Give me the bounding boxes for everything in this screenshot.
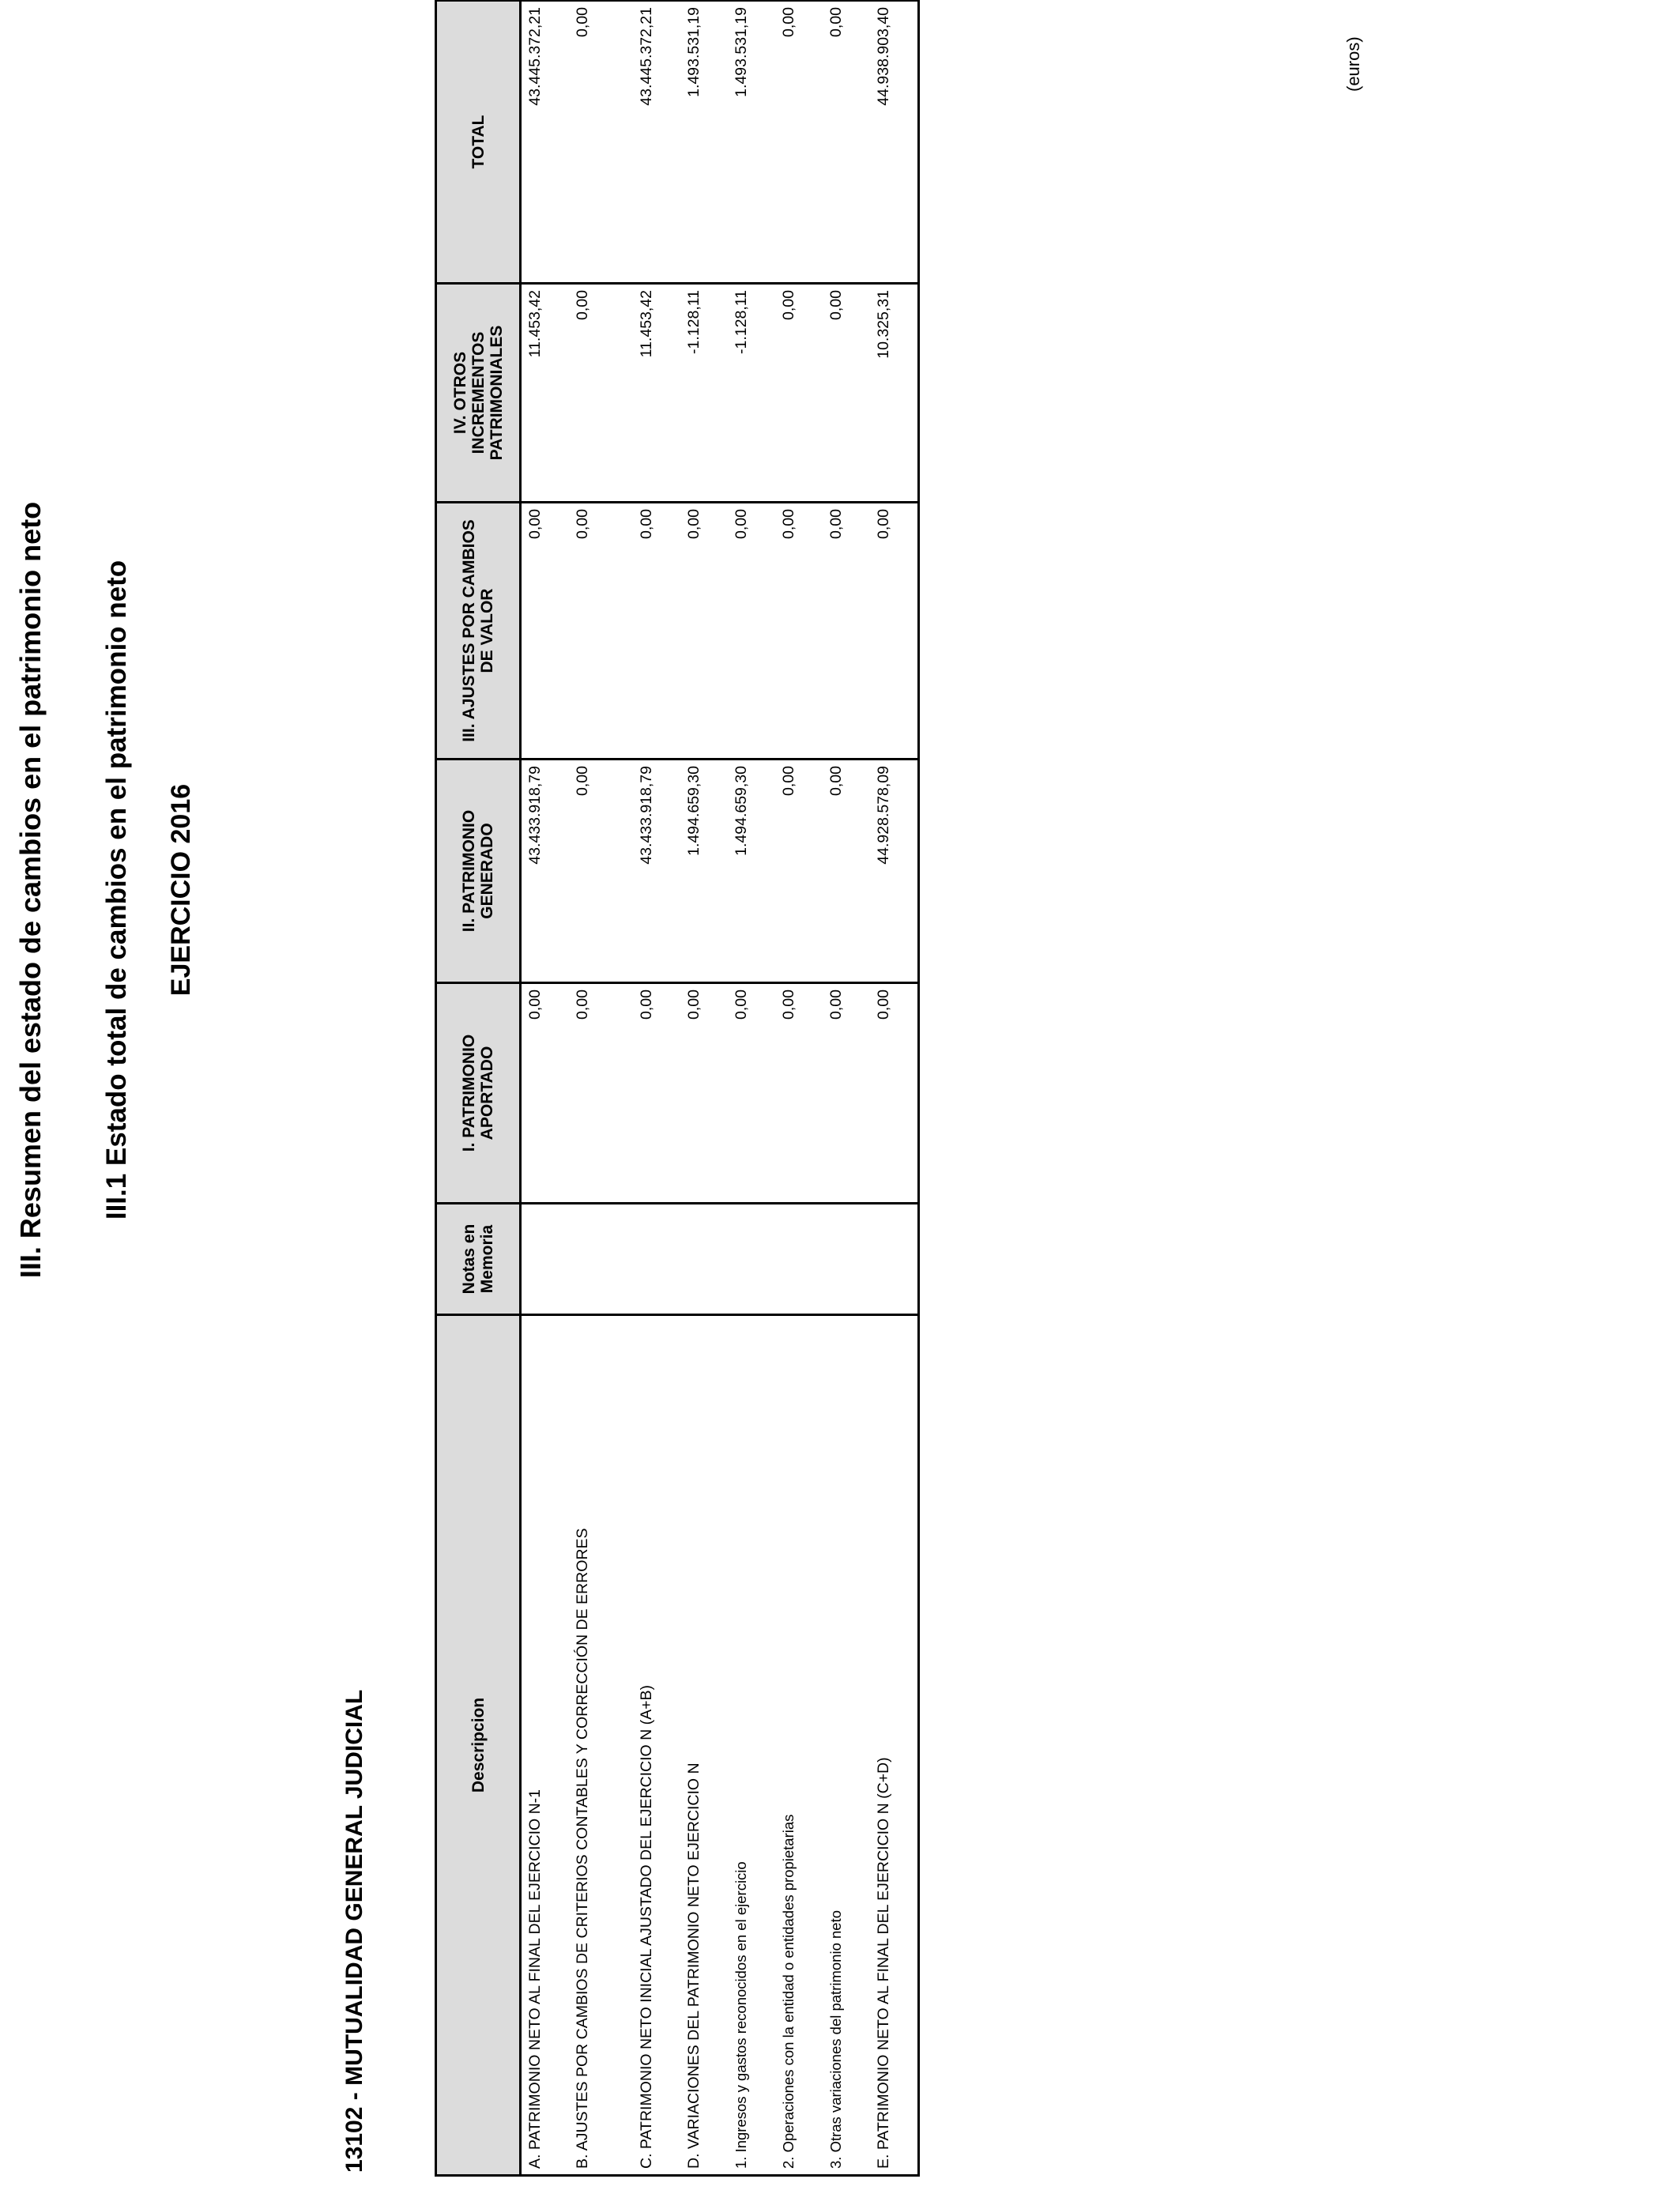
column-header-ajustes-valor: III. AJUSTES POR CAMBIOS DE VALOR <box>436 503 521 760</box>
equity-changes-table <box>435 0 920 2177</box>
row-patrimonio-aportado: 0,00 <box>680 983 728 1204</box>
row-total: 44.938.903,40 <box>870 1 919 284</box>
row-otros-incrementos: 0,00 <box>569 284 633 503</box>
row-total: 43.445.372,21 <box>521 1 570 284</box>
row-description: E. PATRIMONIO NETO AL FINAL DEL EJERCICIO N (C+D) <box>870 1315 919 2176</box>
row-total: 0,00 <box>775 1 823 284</box>
table-row <box>633 1 680 2176</box>
table-row <box>870 1 919 2176</box>
row-patrimonio-aportado: 0,00 <box>633 983 680 1204</box>
table-row <box>569 1 633 2176</box>
row-notas <box>870 1204 919 1315</box>
column-header-descripcion: Descripcion <box>436 1315 521 2176</box>
row-notas <box>633 1204 680 1315</box>
column-header-total: TOTAL <box>436 1 521 284</box>
row-notas <box>680 1204 728 1315</box>
column-header-otros-incrementos: IV. OTROS INCREMENTOS PATRIMONIALES <box>436 284 521 503</box>
row-otros-incrementos: -1.128,11 <box>680 284 728 503</box>
document-title: III. Resumen del estado de cambios en el patrimonio neto <box>14 501 47 1279</box>
row-total: 0,00 <box>823 1 870 284</box>
table-row <box>680 1 728 2176</box>
row-patrimonio-generado: 1.494.659,30 <box>680 760 728 983</box>
row-notas <box>728 1204 775 1315</box>
entity-name: 13102 - MUTUALIDAD GENERAL JUDICIAL <box>341 1689 367 2173</box>
row-notas <box>569 1204 633 1315</box>
row-patrimonio-aportado: 0,00 <box>728 983 775 1204</box>
row-notas <box>823 1204 870 1315</box>
row-description: B. AJUSTES POR CAMBIOS DE CRITERIOS CONTABLES Y CORRECCIÓN DE ERRORES <box>569 1315 633 2176</box>
row-description: 3. Otras variaciones del patrimonio neto <box>823 1315 870 2176</box>
row-patrimonio-aportado: 0,00 <box>775 983 823 1204</box>
column-header-patrimonio-aportado: I. PATRIMONIO APORTADO <box>436 983 521 1204</box>
section-title: III.1 Estado total de cambios en el patrimonio neto <box>101 560 132 1220</box>
row-notas <box>521 1204 570 1315</box>
row-patrimonio-generado: 43.433.918,79 <box>633 760 680 983</box>
row-ajustes-valor: 0,00 <box>775 503 823 760</box>
table-header-row <box>436 1 521 2176</box>
row-total: 1.493.531,19 <box>728 1 775 284</box>
row-otros-incrementos: 11.453,42 <box>633 284 680 503</box>
row-ajustes-valor: 0,00 <box>823 503 870 760</box>
row-patrimonio-generado: 1.494.659,30 <box>728 760 775 983</box>
row-otros-incrementos: 10.325,31 <box>870 284 919 503</box>
row-otros-incrementos: -1.128,11 <box>728 284 775 503</box>
row-ajustes-valor: 0,00 <box>870 503 919 760</box>
row-otros-incrementos: 11.453,42 <box>521 284 570 503</box>
exercise-year-title: EJERCICIO 2016 <box>166 783 196 997</box>
table-row <box>823 1 870 2176</box>
row-description: A. PATRIMONIO NETO AL FINAL DEL EJERCICIO N-1 <box>521 1315 570 2176</box>
row-ajustes-valor: 0,00 <box>521 503 570 760</box>
row-description: 2. Operaciones con la entidad o entidades propietarias <box>775 1315 823 2176</box>
row-patrimonio-aportado: 0,00 <box>521 983 570 1204</box>
row-patrimonio-generado: 0,00 <box>569 760 633 983</box>
row-otros-incrementos: 0,00 <box>823 284 870 503</box>
row-total: 43.445.372,21 <box>633 1 680 284</box>
column-header-notas: Notas en Memoria <box>436 1204 521 1315</box>
table-row <box>728 1 775 2176</box>
row-patrimonio-generado: 44.928.578,09 <box>870 760 919 983</box>
row-total: 1.493.531,19 <box>680 1 728 284</box>
row-patrimonio-generado: 43.433.918,79 <box>521 760 570 983</box>
row-patrimonio-aportado: 0,00 <box>823 983 870 1204</box>
row-description: 1. Ingresos y gastos reconocidos en el ejercicio <box>728 1315 775 2176</box>
row-notas <box>775 1204 823 1315</box>
row-patrimonio-generado: 0,00 <box>775 760 823 983</box>
row-ajustes-valor: 0,00 <box>680 503 728 760</box>
row-patrimonio-generado: 0,00 <box>823 760 870 983</box>
row-description: C. PATRIMONIO NETO INICIAL AJUSTADO DEL EJERCICIO N (A+B) <box>633 1315 680 2176</box>
row-total: 0,00 <box>569 1 633 284</box>
table-row <box>775 1 823 2176</box>
units-label: (euros) <box>1343 36 1363 92</box>
column-header-patrimonio-generado: II. PATRIMONIO GENERADO <box>436 760 521 983</box>
row-ajustes-valor: 0,00 <box>569 503 633 760</box>
row-ajustes-valor: 0,00 <box>633 503 680 760</box>
row-patrimonio-aportado: 0,00 <box>569 983 633 1204</box>
table-row <box>521 1 570 2176</box>
row-ajustes-valor: 0,00 <box>728 503 775 760</box>
row-description: D. VARIACIONES DEL PATRIMONIO NETO EJERCICIO N <box>680 1315 728 2176</box>
row-patrimonio-aportado: 0,00 <box>870 983 919 1204</box>
row-otros-incrementos: 0,00 <box>775 284 823 503</box>
